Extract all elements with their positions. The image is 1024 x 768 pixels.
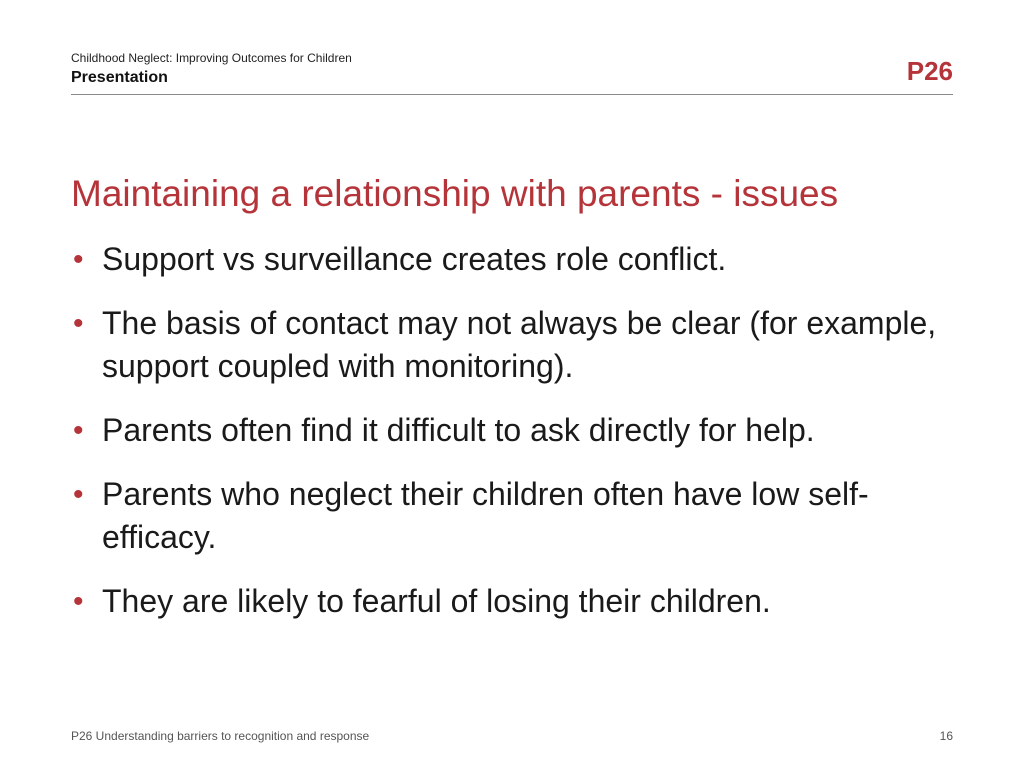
page-number: 16 bbox=[939, 729, 953, 743]
bullet-item bbox=[71, 409, 961, 452]
bullet-item bbox=[71, 238, 961, 281]
module-code: P26 bbox=[906, 56, 953, 86]
bullet-text: The basis of contact may not always be clear (for example, support coupled with monitoring). bbox=[102, 305, 937, 384]
bullet-icon: • bbox=[73, 478, 84, 511]
bullet-icon: • bbox=[73, 243, 84, 276]
bullet-item bbox=[71, 473, 961, 559]
slide-title: Maintaining a relationship with parents - issues bbox=[71, 173, 839, 214]
header-divider bbox=[71, 94, 953, 95]
bullet-icon: • bbox=[73, 414, 84, 447]
bullet-text: Parents often find it difficult to ask directly for help. bbox=[102, 412, 815, 448]
bullet-icon: • bbox=[73, 307, 84, 340]
bullet-text: They are likely to fearful of losing their children. bbox=[102, 583, 771, 619]
bullet-list bbox=[71, 238, 961, 644]
header-subtitle: Childhood Neglect: Improving Outcomes for Children bbox=[71, 51, 352, 65]
bullet-item bbox=[71, 302, 961, 388]
bullet-icon: • bbox=[73, 585, 84, 618]
bullet-text: Parents who neglect their children often have low self-efficacy. bbox=[102, 476, 869, 555]
header-title: Presentation bbox=[71, 69, 168, 86]
bullet-item bbox=[71, 580, 961, 623]
bullet-text: Support vs surveillance creates role conflict. bbox=[102, 241, 727, 277]
footer-module-title: P26 Understanding barriers to recognition and response bbox=[71, 729, 370, 743]
